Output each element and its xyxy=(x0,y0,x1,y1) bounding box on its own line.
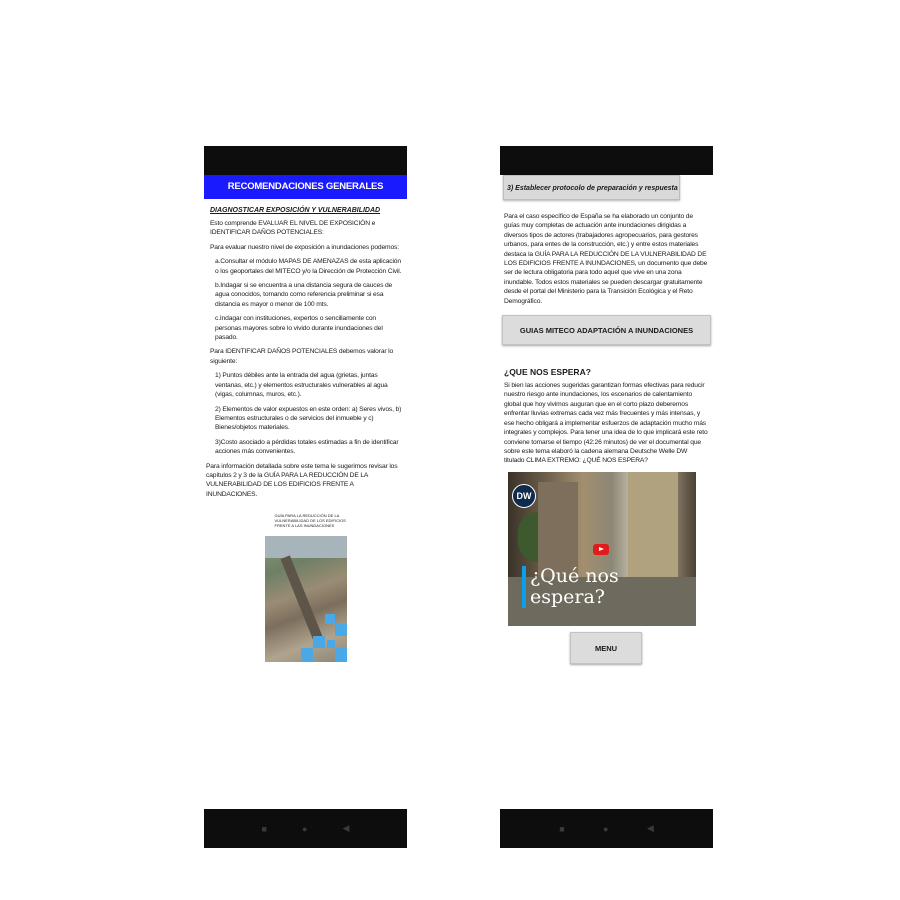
menu-button[interactable]: MENU xyxy=(570,632,642,664)
guides-miteco-button[interactable]: GUIAS MITECO ADAPTACIÓN A INUNDACIONES xyxy=(502,315,711,345)
list-item: 1) Puntos débiles ante la entrada del agua (grietas, juntas ventanas, etc.) y elementos estructurales vulnerables al agua (vigas, columnas, muros, etc.). xyxy=(215,372,388,399)
left-content[interactable] xyxy=(204,175,407,809)
list-item: b.Indagar si se encuentra a una distancia segura de cauces de agua conocidos, tomando como referencia preliminar si esa distancia es mayor o menor de 100 mts. xyxy=(215,282,393,308)
section-heading: ¿QUE NOS ESPERA? xyxy=(504,367,591,378)
back-icon[interactable]: ◀ xyxy=(342,823,350,833)
list-item: a.Consultar el módulo MAPAS DE AMENAZAS de esta aplicación o los geoportales del MITECO y/o la Dirección de Protección Civil. xyxy=(215,258,402,275)
status-bar xyxy=(204,146,407,175)
paragraph: Para IDENTIFICAR DAÑOS POTENCIALES debemos valorar lo siguiente: xyxy=(210,348,394,365)
paragraph: Para evaluar nuestro nivel de exposición a inundaciones podemos: xyxy=(210,243,399,251)
home-icon[interactable]: ● xyxy=(603,823,609,834)
paragraph: Si bien las acciones sugeridas garantizan formas efectivas para reducir nuestro riesgo ante inundaciones, los escenarios de calentamiento global que hoy vivimos auguran que en el corto plazo deberemos enfrentar lluvias extremas cada vez más frecuentes y más intensas, y ese hecho obligará a implementar esfuerzos de adaptación mucho más integrales y complejos. Para tener una idea de lo que implicará este reto conviene tomarse el tiempo (42:26 minutos) de ver el documental que sobre este tema elaboró la cadena alemana Deutsche Welle DW titulado CLIMA EXTREMO: ¿QUÉ NOS ESPERA? xyxy=(504,382,708,465)
android-nav-bar xyxy=(204,809,407,848)
back-icon[interactable]: ◀ xyxy=(646,823,654,833)
recents-icon[interactable]: ■ xyxy=(559,823,565,834)
list-item: c.Indagar con instituciones, expertos o sencillamente con personas mayores sobre lo vivido durante inundaciones del pasado. xyxy=(215,315,383,342)
paragraph: Para información detallada sobre este tema le sugerimos revisar los capítulos 2 y 3 de la GUÍA PARA LA REDUCCIÓN DE LA VULNERABILIDAD DE LOS EDIFICIOS FRENTE A INUNDACIONES. xyxy=(206,462,398,498)
status-bar xyxy=(500,146,713,175)
home-icon[interactable]: ● xyxy=(302,823,308,834)
right-content[interactable] xyxy=(500,175,713,809)
dw-logo-icon: DW xyxy=(512,484,536,508)
guide-cover-image[interactable] xyxy=(265,513,347,662)
play-icon[interactable] xyxy=(593,544,609,555)
flood-photo xyxy=(265,536,347,662)
list-item: 3)Costo asociado a pérdidas totales estimadas a fin de identificar acciones más convenientes. xyxy=(215,438,399,456)
paragraph: Para el caso específico de España se ha elaborado un conjunto de guías muy completas de actuación ante inundaciones dirigidas a diversos tipos de actores (trabajadores agropecuarios, para gestores urbanos, para entes de la construcción, etc.) y entre estos materiales destaca la GUÍA PARA LA REDUCCIÓN DE LA VULNERABILIDAD DE LOS EDIFICIOS FRENTE A INUNDACIONES, un documento que debe ser de lectura obligatoria para todo aquel que vive en una zona inundable. Todos estos materiales se pueden descargar gratuitamente desde el portal del Ministerio para la Transición Ecológica y el Reto Demográfico. xyxy=(504,213,708,305)
android-nav-bar xyxy=(500,809,713,848)
video-thumbnail[interactable] xyxy=(508,472,696,626)
right-phone-screen xyxy=(500,146,713,848)
page-title: RECOMENDACIONES GENERALES xyxy=(204,175,407,199)
left-phone-screen xyxy=(204,146,407,848)
paragraph: Esto comprende EVALUAR EL NIVEL DE EXPOSICIÓN e IDENTIFICAR DAÑOS POTENCIALES: xyxy=(210,220,376,237)
guide-cover-title: GUÍA PARA LA REDUCCIÓN DE LA VULNERABILIDAD DE LOS EDIFICIOS FRENTE A LAS INUNDACIONES xyxy=(274,513,346,529)
step-3-button[interactable]: 3) Establecer protocolo de preparación y respuesta xyxy=(503,175,680,200)
video-title: ¿Qué nos espera? xyxy=(522,566,696,608)
section-heading: DIAGNOSTICAR EXPOSICIÓN Y VULNERABILIDAD xyxy=(210,207,381,214)
recents-icon[interactable]: ■ xyxy=(261,823,267,834)
list-item: 2) Elementos de valor expuestos en este orden: a) Seres vivos, b) Elementos estructurales o de servicios del inmueble y c) Bienes/objetos materiales. xyxy=(215,405,402,432)
